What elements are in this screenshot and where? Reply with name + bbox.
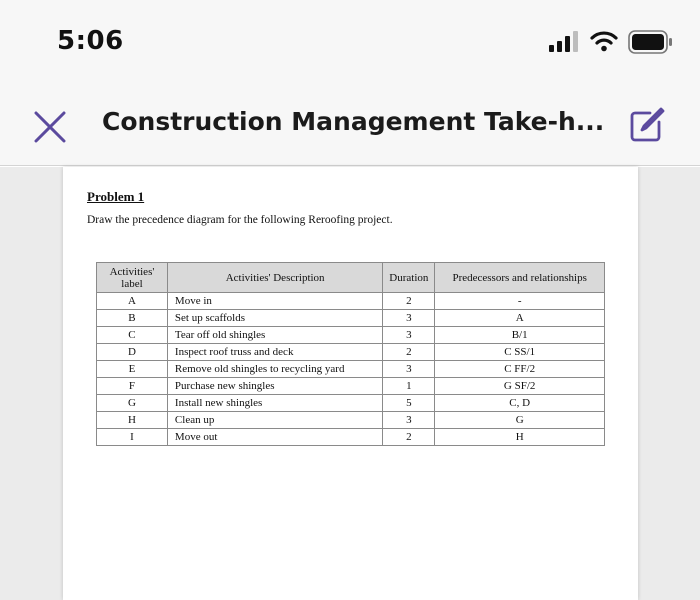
table-header-row (97, 263, 605, 293)
activity-predecessors: B/1 (435, 327, 605, 344)
table-row (97, 310, 605, 327)
activity-duration: 3 (383, 412, 435, 429)
edit-icon (626, 105, 666, 145)
battery-icon (628, 30, 673, 54)
close-icon (33, 110, 67, 144)
column-header-predecessors: Predecessors and relationships (435, 263, 605, 293)
activity-predecessors: A (435, 310, 605, 327)
table-row (97, 361, 605, 378)
activity-description: Tear off old shingles (167, 327, 382, 344)
activity-predecessors: C FF/2 (435, 361, 605, 378)
activity-description: Move out (167, 429, 382, 446)
activity-predecessors: G SF/2 (435, 378, 605, 395)
cellular-signal-icon (549, 31, 578, 53)
activity-duration: 2 (383, 344, 435, 361)
activity-predecessors: H (435, 429, 605, 446)
activity-predecessors: - (435, 293, 605, 310)
activity-label: E (97, 361, 168, 378)
activity-label: H (97, 412, 168, 429)
activity-predecessors: C, D (435, 395, 605, 412)
activity-duration: 2 (383, 429, 435, 446)
activity-duration: 3 (383, 361, 435, 378)
activities-table (96, 262, 605, 446)
activity-predecessors: C SS/1 (435, 344, 605, 361)
activity-duration: 5 (383, 395, 435, 412)
column-header-duration: Duration (383, 263, 435, 293)
activity-description: Purchase new shingles (167, 378, 382, 395)
status-time: 5:06 (57, 26, 124, 56)
activity-label: A (97, 293, 168, 310)
nav-bar (0, 88, 700, 166)
activity-duration: 1 (383, 378, 435, 395)
table-row (97, 429, 605, 446)
table-row (97, 293, 605, 310)
close-button[interactable] (28, 105, 72, 149)
activity-duration: 3 (383, 327, 435, 344)
column-header-description: Activities' Description (167, 263, 382, 293)
document-title: Construction Management Take-h... (102, 107, 605, 136)
table-row (97, 344, 605, 361)
activity-label: C (97, 327, 168, 344)
activity-description: Move in (167, 293, 382, 310)
activity-description: Clean up (167, 412, 382, 429)
document-viewer[interactable] (0, 167, 700, 600)
table-row (97, 395, 605, 412)
column-header-label: Activities' label (97, 263, 168, 293)
activity-label: B (97, 310, 168, 327)
table-row (97, 412, 605, 429)
activity-description: Remove old shingles to recycling yard (167, 361, 382, 378)
activity-label: D (97, 344, 168, 361)
activity-label: I (97, 429, 168, 446)
problem-heading: Problem 1 (87, 189, 145, 204)
edit-button[interactable] (624, 103, 668, 147)
activity-duration: 3 (383, 310, 435, 327)
document-page (63, 167, 638, 600)
activity-duration: 2 (383, 293, 435, 310)
activity-description: Set up scaffolds (167, 310, 382, 327)
activity-label: F (97, 378, 168, 395)
activity-description: Install new shingles (167, 395, 382, 412)
wifi-icon (590, 30, 618, 52)
table-row (97, 378, 605, 395)
status-bar (0, 0, 700, 88)
problem-instruction: Draw the precedence diagram for the following Reroofing project. (87, 214, 393, 226)
activity-label: G (97, 395, 168, 412)
table-row (97, 327, 605, 344)
activity-description: Inspect roof truss and deck (167, 344, 382, 361)
activity-predecessors: G (435, 412, 605, 429)
